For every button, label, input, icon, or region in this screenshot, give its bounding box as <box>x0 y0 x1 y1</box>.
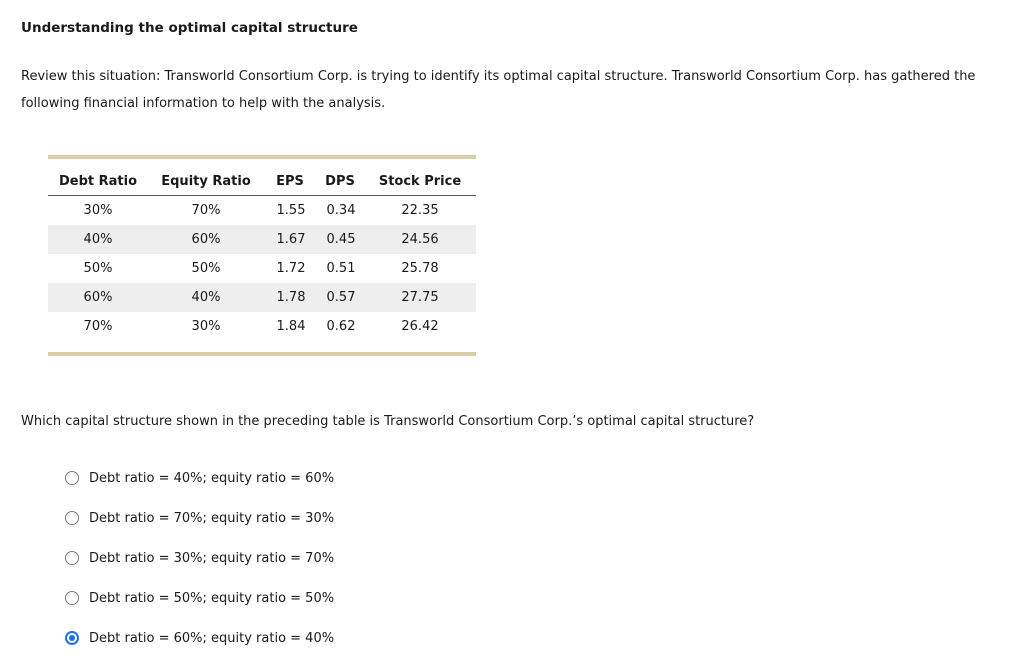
answer-option[interactable] <box>65 458 334 498</box>
financial-table <box>48 168 476 341</box>
table-row <box>48 254 476 283</box>
table-header-row <box>48 168 476 196</box>
cell-dps: 0.34 <box>326 203 356 218</box>
header-debt-ratio: Debt Ratio <box>48 168 148 196</box>
intro-text: Review this situation: Transworld Consortium Corp. is trying to identify its optimal capital structure. Transworld Consortium Corp. has gathered the following financial information to help with the analysis. <box>21 69 976 111</box>
answer-option[interactable] <box>65 578 334 618</box>
page-title: Understanding the optimal capital structure <box>21 20 358 36</box>
radio-button[interactable] <box>65 591 79 605</box>
header-equity-ratio: Equity Ratio <box>148 168 264 196</box>
cell-stock-price: 26.42 <box>401 319 439 334</box>
cell-equity-ratio: 30% <box>191 319 221 334</box>
cell-stock-price: 24.56 <box>364 225 476 254</box>
cell-stock-price: 25.78 <box>401 261 439 276</box>
cell-eps: 1.55 <box>276 203 306 218</box>
option-label[interactable]: Debt ratio = 50%; equity ratio = 50% <box>89 590 335 606</box>
table-row <box>48 283 476 312</box>
header-eps: EPS <box>264 168 316 196</box>
radio-button[interactable] <box>65 631 79 645</box>
cell-stock-price: 22.35 <box>401 203 439 218</box>
answer-option[interactable] <box>65 618 334 658</box>
table-row <box>48 196 476 226</box>
cell-equity-ratio: 60% <box>148 225 264 254</box>
cell-dps: 0.62 <box>326 319 356 334</box>
cell-equity-ratio: 70% <box>191 203 221 218</box>
cell-debt-ratio: 60% <box>48 283 148 312</box>
cell-debt-ratio: 70% <box>83 319 113 334</box>
cell-dps: 0.51 <box>326 261 356 276</box>
header-stock-price: Stock Price <box>364 168 476 196</box>
header-dps: DPS <box>316 168 364 196</box>
radio-button[interactable] <box>65 551 79 565</box>
option-label[interactable]: Debt ratio = 70%; equity ratio = 30% <box>89 510 335 526</box>
cell-equity-ratio: 40% <box>148 283 264 312</box>
cell-equity-ratio: 50% <box>191 261 221 276</box>
cell-eps: 1.84 <box>276 319 306 334</box>
financial-table-container <box>48 155 476 356</box>
cell-eps: 1.78 <box>264 283 316 312</box>
cell-stock-price: 27.75 <box>364 283 476 312</box>
table-row <box>48 312 476 341</box>
cell-debt-ratio: 40% <box>48 225 148 254</box>
table-row <box>48 225 476 254</box>
option-label[interactable]: Debt ratio = 60%; equity ratio = 40% <box>89 630 335 646</box>
radio-button[interactable] <box>65 511 79 525</box>
cell-dps: 0.57 <box>316 283 364 312</box>
answer-option[interactable] <box>65 538 334 578</box>
answer-option[interactable] <box>65 498 334 538</box>
option-label[interactable]: Debt ratio = 30%; equity ratio = 70% <box>89 550 335 566</box>
cell-debt-ratio: 30% <box>83 203 113 218</box>
question-text: Which capital structure shown in the preceding table is Transworld Consortium Corp.’s optimal capital structure? <box>21 414 755 429</box>
option-label[interactable]: Debt ratio = 40%; equity ratio = 60% <box>89 470 335 486</box>
cell-eps: 1.67 <box>264 225 316 254</box>
cell-dps: 0.45 <box>316 225 364 254</box>
answer-options <box>65 458 334 658</box>
radio-button[interactable] <box>65 471 79 485</box>
cell-eps: 1.72 <box>276 261 306 276</box>
cell-debt-ratio: 50% <box>83 261 113 276</box>
